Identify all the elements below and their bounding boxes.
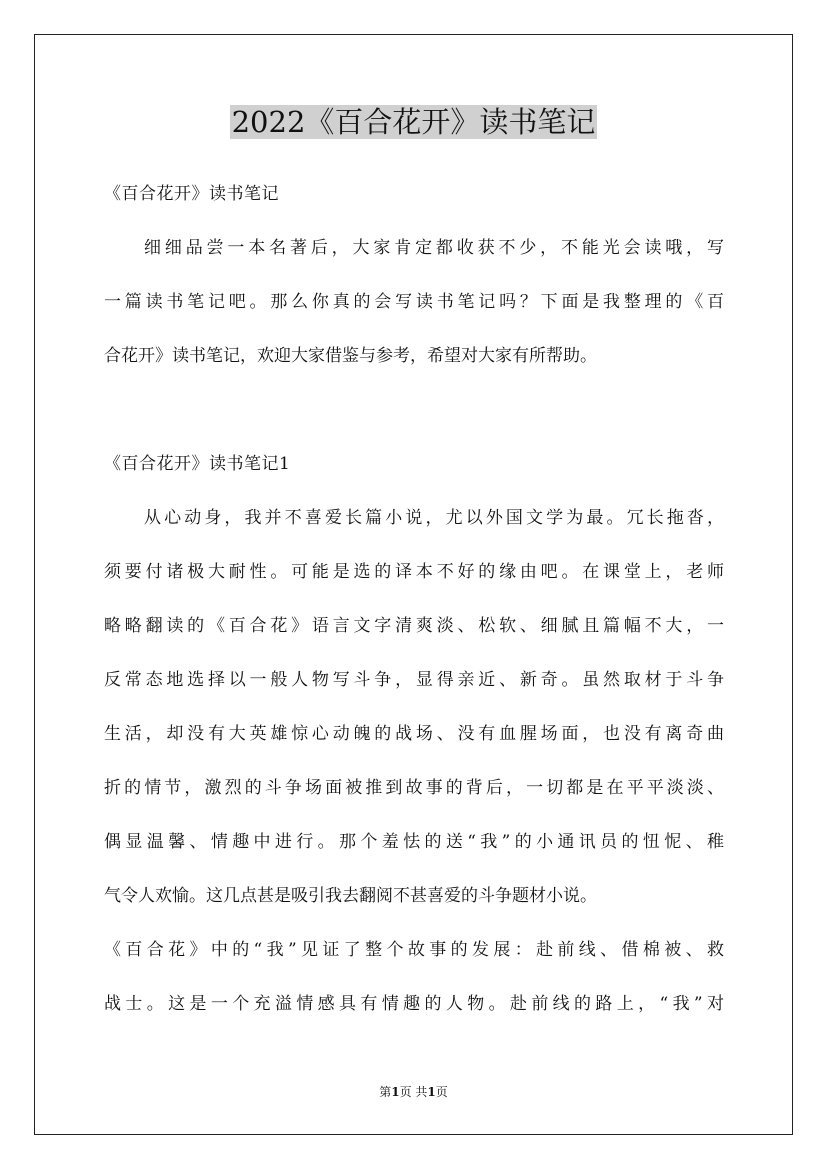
body-line: 从心动身，我并不喜爱长篇小说，尤以外国文学为最。冗长拖沓， [144, 508, 724, 528]
intro-line: 细细品尝一本名著后，大家肯定都收获不少，不能光会读哦，写 [144, 238, 724, 258]
body-line: 反常态地选择以一般人物写斗争，显得亲近、新奇。虽然取材于斗争 [104, 670, 724, 690]
body-line: 气令人欢愉。这几点甚是吸引我去翻阅不甚喜爱的斗争题材小说。 [104, 886, 597, 906]
section-heading: 《百合花开》读书笔记1 [104, 454, 291, 474]
document-title [0, 100, 827, 144]
body-line: 战士。这是一个充溢情感具有情趣的人物。赴前线的路上，“我”对 [104, 994, 724, 1014]
page-total: 1 [427, 1085, 436, 1099]
footer-suffix: 页 [435, 1085, 448, 1099]
body-line: 略略翻读的《百合花》语言文字清爽淡、松软、细腻且篇幅不大，一 [104, 616, 724, 636]
page-footer [0, 1083, 827, 1101]
intro-line: 合花开》读书笔记，欢迎大家借鉴与参考，希望对大家有所帮助。 [104, 346, 597, 366]
body-line: 《百合花》中的“我”见证了整个故事的发展：赴前线、借棉被、救 [104, 940, 724, 960]
body-line: 偶显温馨、情趣中进行。那个羞怯的送“我”的小通讯员的忸怩、稚 [104, 832, 724, 852]
body-line: 折的情节，激烈的斗争场面被推到故事的背后，一切都是在平平淡淡、 [104, 778, 724, 798]
body-line: 须要付诸极大耐性。可能是选的译本不好的缘由吧。在课堂上，老师 [104, 562, 724, 582]
page-number: 1 [391, 1085, 400, 1099]
intro-line: 一篇读书笔记吧。那么你真的会写读书笔记吗？下面是我整理的《百 [104, 292, 724, 312]
body-line: 生活，却没有大英雄惊心动魄的战场、没有血腥场面，也没有离奇曲 [104, 724, 724, 744]
footer-mid: 页 共 [399, 1085, 428, 1099]
document-title-text: 2022《百合花开》读书笔记 [231, 105, 596, 139]
intro-heading: 《百合花开》读书笔记 [104, 184, 279, 204]
footer-prefix: 第 [379, 1085, 392, 1099]
